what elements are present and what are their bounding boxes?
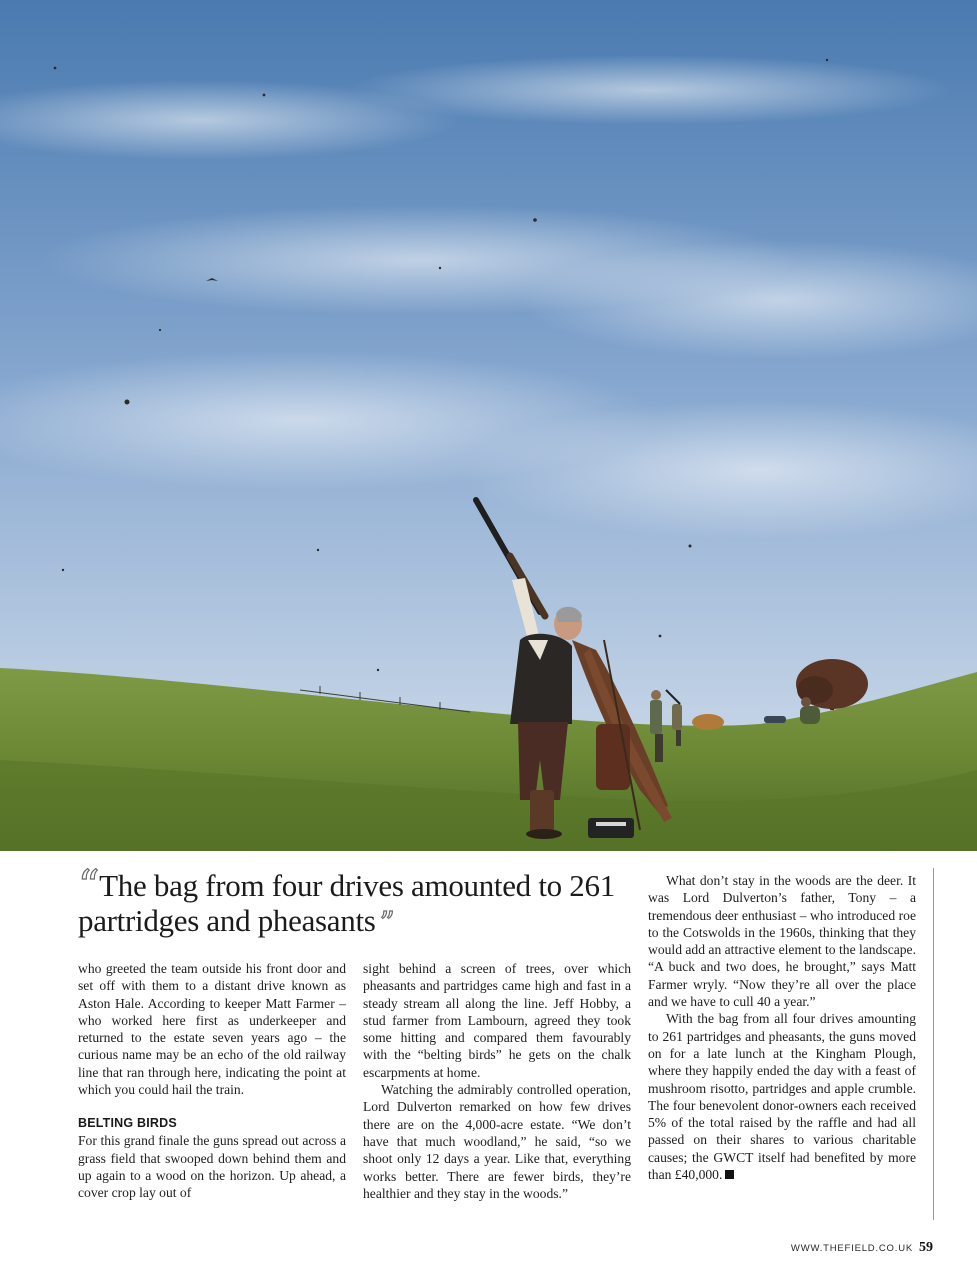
page-number: 59	[919, 1240, 933, 1255]
article-column-2	[363, 960, 631, 1202]
paragraph-text: With the bag from all four drives amounting to 261 partridges and pheasants, the guns moved on for a late lunch at the Kingham Plough, where they happily ended the day with a feast of mushroom risotto, partridges and apple crumble. The four benevolent donor-owners each received 5% of the total raised by the raffle and had all passed on their shares to various charitable causes; the GWCT itself had benefited by more than £40,000.	[648, 1011, 916, 1183]
pull-quote-text: The bag from four drives amounted to 261 partridges and pheasants	[78, 868, 615, 938]
paragraph: Watching the admirably controlled operation, Lord Dulverton remarked on how few drives there are on the 4,000-acre estate. “We don’t have that much woodland,” he said, “so we shoot only 12 days a year. Like that, everything works better. There are fewer birds, they’re healthier and they stay in the woods.”	[363, 1082, 631, 1201]
article-column-1	[78, 960, 346, 1202]
paragraph-final	[648, 1010, 916, 1183]
open-quote-mark: “	[78, 861, 100, 910]
paragraph: who greeted the team outside his front door and set off with them to a distant drive known as Aston Hale. According to keeper Matt Farmer – who worked here first as underkeeper and returned to the estate seven years ago – the curious name may be an echo of the old railway line that ran through here, indicating the point at which you could hail the train.	[78, 961, 346, 1098]
paragraph: What don’t stay in the woods are the deer. It was Lord Dulverton’s father, Tony – a tremendous deer enthusiast – who introduced roe to the Cotswolds in the 1960s, thinking that they would add an attractive element to the landscape. “A buck and two does, he brought,” says Matt Farmer wryly. “Now they’re all over the place and we have to cull 40 a year.”	[648, 873, 916, 1010]
paragraph: For this grand finale the guns spread out across a grass field that swooped down behind them and up again to a wood on the horizon. Up ahead, a cover crop lay out of	[78, 1133, 346, 1201]
subheading: BELTING BIRDS	[78, 1116, 177, 1131]
column-rule	[933, 868, 934, 1220]
paragraph: sight behind a screen of trees, over which pheasants and partridges came high and fast in a steady stream all along the line. Jeff Hobby, a stud farmer from Lambourn, agreed they took some hitting and compared them favourably with the “belting birds” he gets on the chalk escarpments at home.	[363, 961, 631, 1080]
page-footer	[791, 1240, 933, 1256]
article-column-3	[648, 872, 916, 1183]
close-quote-mark: ”	[379, 906, 395, 941]
end-of-article-mark	[725, 1170, 734, 1179]
website-url: WWW.THEFIELD.CO.UK	[790, 1243, 913, 1254]
pull-quote	[78, 861, 638, 941]
